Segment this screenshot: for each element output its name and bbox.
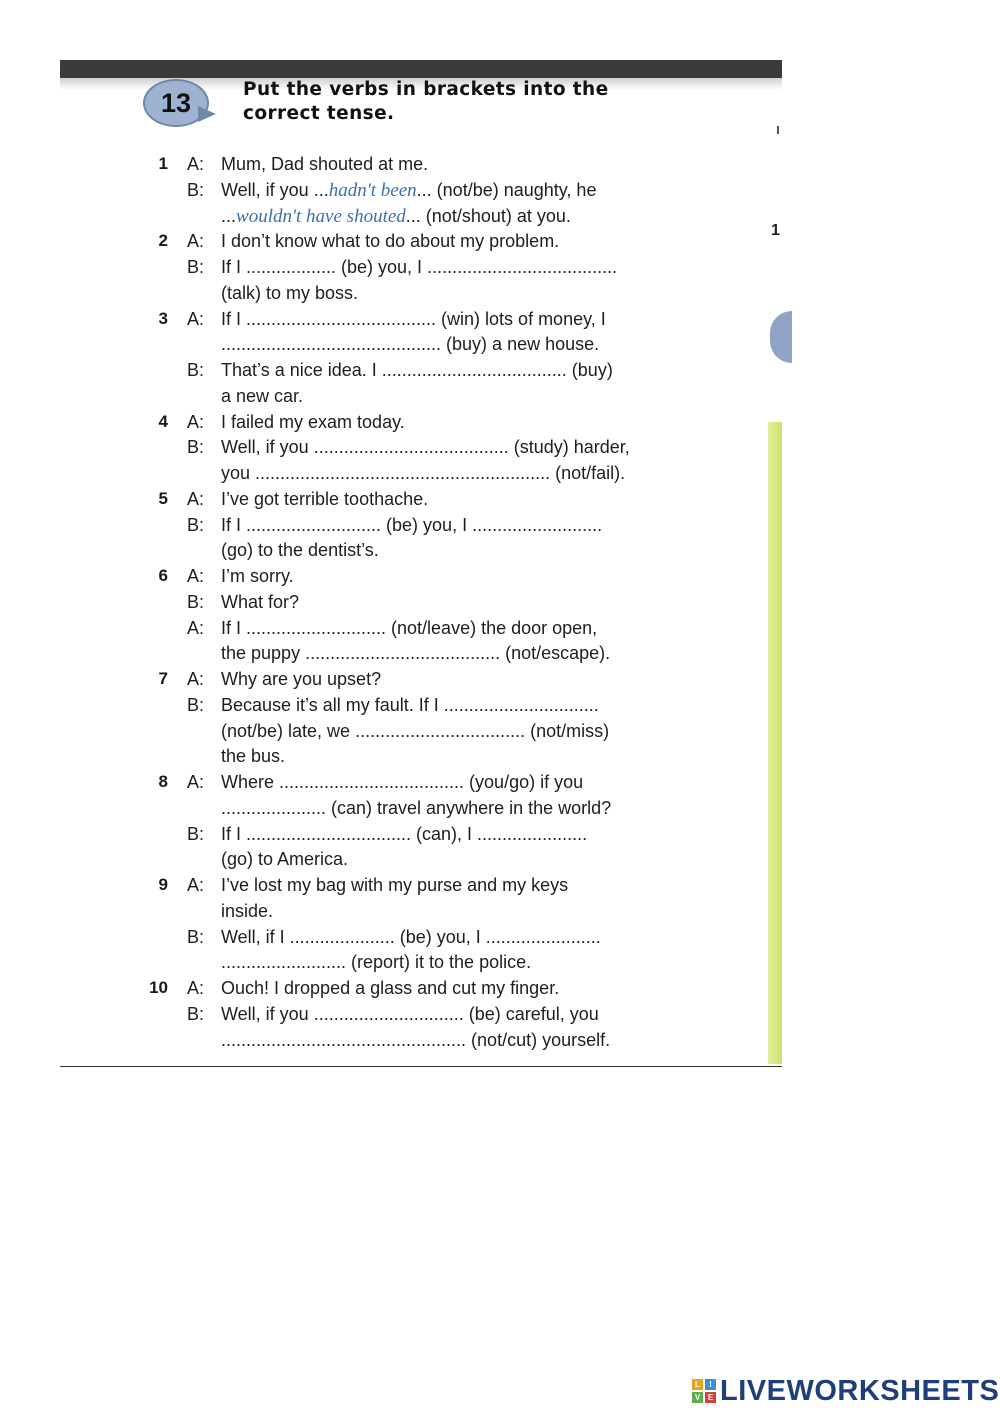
logo-mark-icon — [692, 1379, 716, 1403]
dialogue-line: I don’t know what to do about my problem. — [221, 231, 560, 252]
item-number: 2 — [158, 231, 168, 251]
speaker-label: B: — [187, 437, 205, 458]
dialogue-line — [221, 179, 596, 202]
item-number: 9 — [158, 875, 168, 894]
dialogue-line: I’ve lost my bag with my purse and my keys — [221, 875, 569, 895]
logo-mark-letter: L — [692, 1379, 703, 1390]
line-text: ... — [221, 205, 237, 226]
dialogue-line: (go) to America. — [221, 849, 349, 870]
dialogue-line: What for? — [221, 591, 300, 612]
dialogue-line: Well, if I ..................... (be) you, I ....................... — [221, 926, 601, 947]
logo-mark-letter: E — [705, 1392, 716, 1403]
speaker-label: A: — [187, 231, 205, 252]
dialogue-line: (go) to the dentist’s. — [221, 540, 379, 561]
side-edge-mark — [777, 126, 779, 134]
badge-tail — [198, 106, 216, 122]
dialogue-line: Because it’s all my fault. If I ............................... — [221, 694, 599, 715]
speaker-label: A: — [187, 617, 205, 638]
speaker-label: B: — [187, 926, 205, 947]
speaker-label: B: — [187, 823, 205, 844]
line-text: ... (not/be) naughty, he — [416, 179, 597, 200]
dialogue-line: ..................... (can) travel anywhere in the world? — [221, 797, 612, 818]
speaker-label: B: — [187, 514, 205, 535]
speaker-label: A: — [187, 566, 205, 586]
speaker-label: B: — [187, 179, 205, 200]
item-number: 8 — [158, 772, 168, 791]
bottom-divider — [60, 1066, 782, 1067]
speaker-label: B: — [187, 591, 205, 612]
item-number: 3 — [158, 308, 168, 328]
dialogue-line: If I ................................. (can), I ...................... — [221, 823, 588, 844]
example-answer: hadn't been — [328, 179, 417, 201]
speaker-label: A: — [187, 772, 205, 792]
dialogue-line: If I ...................................... (win) lots of money, I — [221, 308, 606, 329]
side-margin-number: 1 — [771, 222, 780, 239]
item-number: 4 — [158, 411, 168, 431]
instruction-line-1: Put the verbs in brackets into the — [243, 79, 609, 100]
speaker-label: B: — [187, 694, 205, 715]
item-number: 5 — [158, 488, 168, 508]
dialogue-line: ............................................ (buy) a new house. — [221, 334, 600, 355]
speaker-label: A: — [187, 488, 205, 509]
line-text: ... (not/shout) at you. — [405, 205, 571, 226]
item-number: 6 — [158, 566, 168, 585]
speaker-label: A: — [187, 411, 205, 432]
liveworksheets-logo — [692, 1376, 999, 1406]
dialogue-line: a new car. — [221, 385, 304, 406]
dialogue-line: the bus. — [221, 746, 286, 767]
page-top-bar — [60, 60, 782, 78]
item-number: 1 — [158, 154, 168, 173]
dialogue-line — [221, 205, 571, 228]
dialogue-line: I failed my exam today. — [221, 411, 405, 432]
example-answer: wouldn't have shouted — [236, 205, 406, 227]
dialogue-line: (talk) to my boss. — [221, 282, 359, 303]
dialogue-line: (not/be) late, we .................................. (not/miss) — [221, 720, 610, 741]
speaker-label: B: — [187, 1003, 205, 1024]
dialogue-line: Well, if you ....................................... (study) harder, — [221, 437, 630, 458]
dialogue-line: Mum, Dad shouted at me. — [221, 154, 429, 174]
dialogue-line: ......................... (report) it to the police. — [221, 952, 532, 973]
exercise-number: 13 — [160, 87, 192, 118]
speaker-label: B: — [187, 360, 205, 380]
speaker-label: A: — [187, 978, 205, 998]
side-page-tab — [770, 311, 792, 363]
dialogue-line: That’s a nice idea. I ..................................... (buy) — [221, 360, 613, 380]
dialogue-line: If I .................. (be) you, I ...................................... — [221, 257, 618, 277]
speaker-label: A: — [187, 669, 205, 689]
speaker-label: A: — [187, 308, 205, 329]
dialogue-line: ................................................. (not/cut) yourself. — [221, 1029, 611, 1050]
dialogue-line: inside. — [221, 900, 274, 921]
dialogue-line: Well, if you .............................. (be) careful, you — [221, 1003, 599, 1024]
instruction-line-2: correct tense. — [243, 103, 395, 124]
dialogue-line: you ........................................................... (not/fail). — [221, 463, 626, 483]
speaker-label: A: — [187, 154, 205, 174]
dialogue-line: If I ............................ (not/leave) the door open, — [221, 617, 598, 638]
side-page-edge — [768, 422, 782, 1064]
dialogue-line: I’ve got terrible toothache. — [221, 488, 429, 509]
item-number: 7 — [158, 669, 168, 688]
dialogue-line: the puppy ....................................... (not/escape). — [221, 643, 611, 664]
dialogue-line: If I ........................... (be) you, I .......................... — [221, 514, 603, 535]
item-number: 10 — [149, 978, 168, 997]
exercise-instruction — [243, 78, 683, 126]
speaker-label: A: — [187, 875, 205, 895]
logo-mark-letter: I — [705, 1379, 716, 1390]
dialogue-line: Ouch! I dropped a glass and cut my finger. — [221, 978, 560, 998]
dialogue-line: I’m sorry. — [221, 566, 294, 586]
dialogue-line: Where ..................................... (you/go) if you — [221, 772, 584, 792]
logo-text: LIVEWORKSHEETS — [720, 1374, 1000, 1407]
line-text: Well, if you ... — [221, 179, 329, 200]
logo-mark-letter: V — [692, 1392, 703, 1403]
dialogue-line: Why are you upset? — [221, 669, 382, 689]
speaker-label: B: — [187, 257, 205, 277]
